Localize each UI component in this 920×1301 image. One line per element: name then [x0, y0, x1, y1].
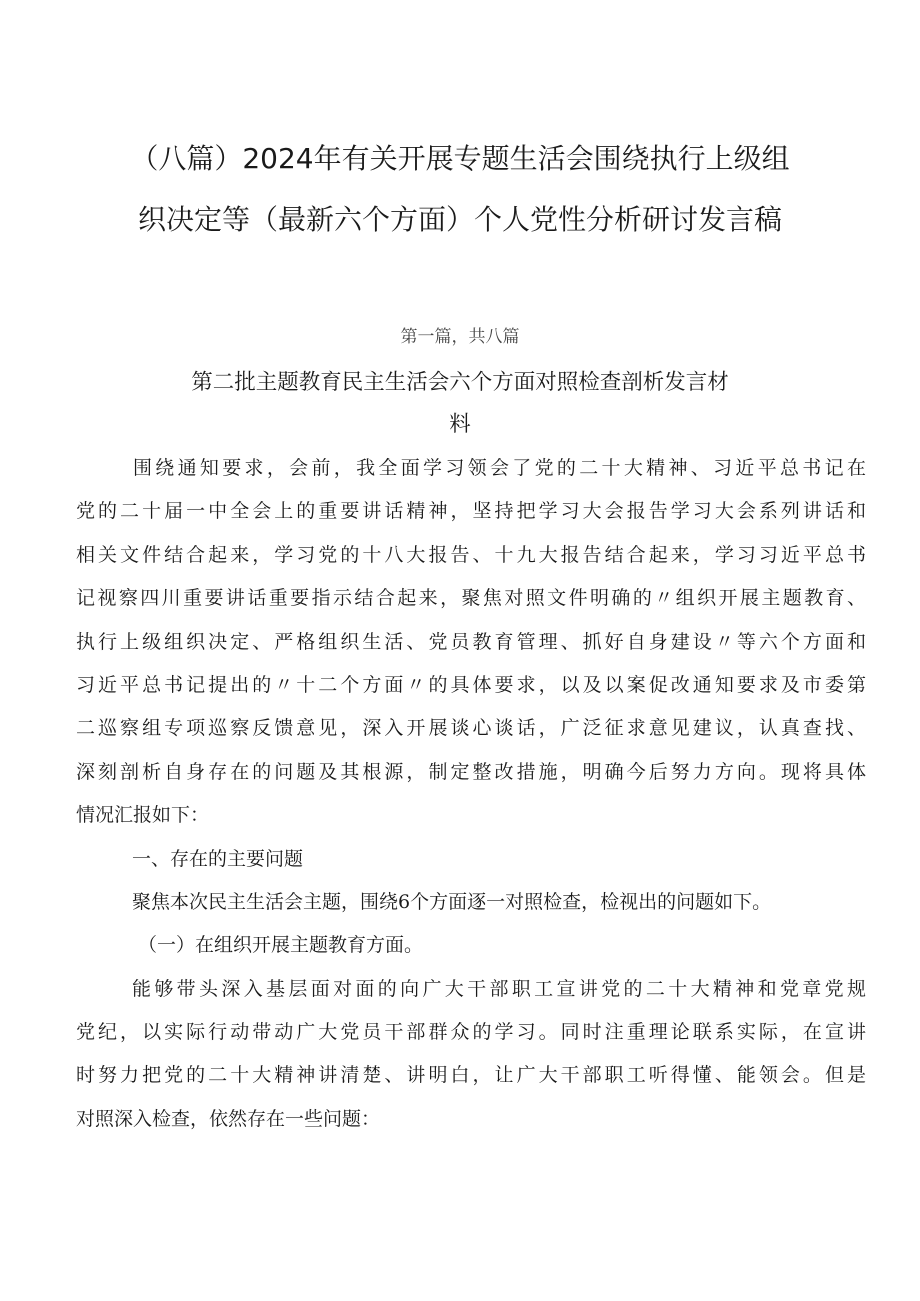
- title-line-1: （八篇）2024年有关开展专题生活会围绕执行上级组: [130, 142, 790, 175]
- paragraph-1-line: 党的二十届一中全会上的重要讲话精神，坚持把学习大会报告学习大会系列讲话和: [76, 500, 866, 523]
- paragraph-3-line: 时努力把党的二十大精神讲清楚、讲明白，让广大干部职工听得懂、能领会。但是: [76, 1064, 866, 1087]
- section-title-line-1: 第二批主题教育民主生活会六个方面对照检查剖析发言材: [191, 370, 729, 395]
- document-body: [76, 447, 866, 1141]
- section-title-line-2: 料: [449, 412, 471, 437]
- paragraph-1-line: 习近平总书记提出的〃十二个方面〃的具体要求，以及以案促改通知要求及市委第: [76, 673, 866, 696]
- paragraph-1-line: 围绕通知要求，会前，我全面学习领会了党的二十大精神、习近平总书记在: [133, 457, 866, 479]
- paragraph-3-line: 党纪，以实际行动带动广大党员干部群众的学习。同时注重理论联系实际，在宣讲: [76, 1021, 866, 1044]
- paragraph-1-line: 深刻剖析自身存在的问题及其根源，制定整改措施，明确今后努力方向。现将具体: [76, 760, 866, 783]
- paragraph-1-line: 相关文件结合起来，学习党的十八大报告、十九大报告结合起来，学习习近平总书: [76, 543, 866, 566]
- paragraph-3-line: 对照深入检查，依然存在一些问题：: [76, 1107, 381, 1130]
- heading-main-problems: 一、存在的主要问题: [132, 847, 304, 870]
- paragraph-1-line: 记视察四川重要讲话重要指示结合起来，聚焦对照文件明确的〃组织开展主题教育、: [76, 587, 866, 610]
- section-title: [120, 362, 800, 446]
- title-line-2: 织决定等（最新六个方面）个人党性分析研讨发言稿: [137, 203, 782, 236]
- paragraph-2: 聚焦本次民主生活会主题，围绕6个方面逐一对照检查，检视出的问题如下。: [132, 890, 772, 913]
- paragraph-1-line: 二巡察组专项巡察反馈意见，深入开展谈心谈话，广泛征求意见建议，认真查找、: [76, 717, 866, 740]
- part-label: 第一篇，共八篇: [400, 327, 520, 347]
- subheading-theme-education: （一）在组织开展主题教育方面。: [138, 934, 424, 957]
- paragraph-1-line: 执行上级组织决定、严格组织生活、党员教育管理、抓好自身建设〃等六个方面和: [76, 630, 866, 653]
- paragraph-1-line: 情况汇报如下：: [76, 804, 210, 827]
- document-title: [60, 128, 860, 250]
- paragraph-3-line: 能够带头深入基层面对面的向广大干部职工宣讲党的二十大精神和党章党规: [132, 977, 866, 1000]
